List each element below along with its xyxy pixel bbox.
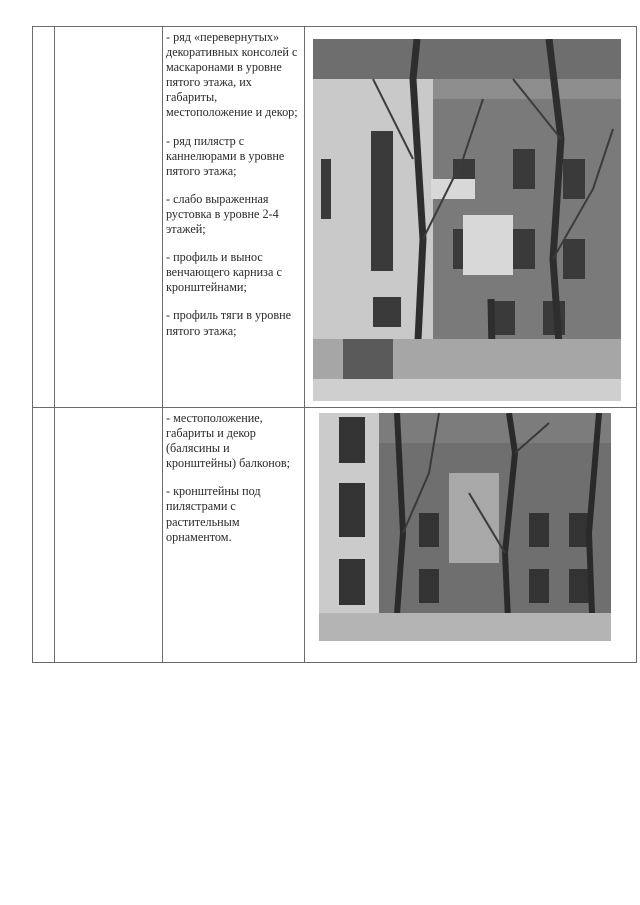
name-cell (55, 27, 163, 408)
list-item: - профиль тяги в уровне пятого этажа; (166, 308, 292, 338)
list-item: - ряд «перевернутых» декоративных консолей с маскаронами в уровне пятого этажа, их габариты, местоположение и декор; (166, 30, 298, 120)
photo-cell (305, 408, 637, 663)
list-item: - ряд пилястр с каннелюрами в уровне пятого этажа; (166, 133, 285, 178)
list-item: - местоположение, габариты и декор (балясины и кронштейны) балконов; (166, 411, 291, 471)
photo-cell (305, 27, 637, 408)
number-cell (33, 27, 55, 408)
document-table (32, 26, 637, 663)
list-item: - слабо выраженная рустовка в уровне 2-4 этажей; (166, 191, 279, 237)
table-row (33, 27, 637, 408)
number-cell (33, 408, 55, 663)
building-facade-photo (313, 39, 621, 401)
building-balconies-photo (319, 413, 611, 641)
description-cell (163, 27, 305, 408)
description-cell (163, 408, 305, 663)
table-row (33, 408, 637, 663)
list-item: - профиль и вынос венчающего карниза с кронштейнами; (166, 250, 282, 295)
list-item: - кронштейны под пилястрами с растительным орнаментом. (166, 484, 261, 544)
name-cell (55, 408, 163, 663)
